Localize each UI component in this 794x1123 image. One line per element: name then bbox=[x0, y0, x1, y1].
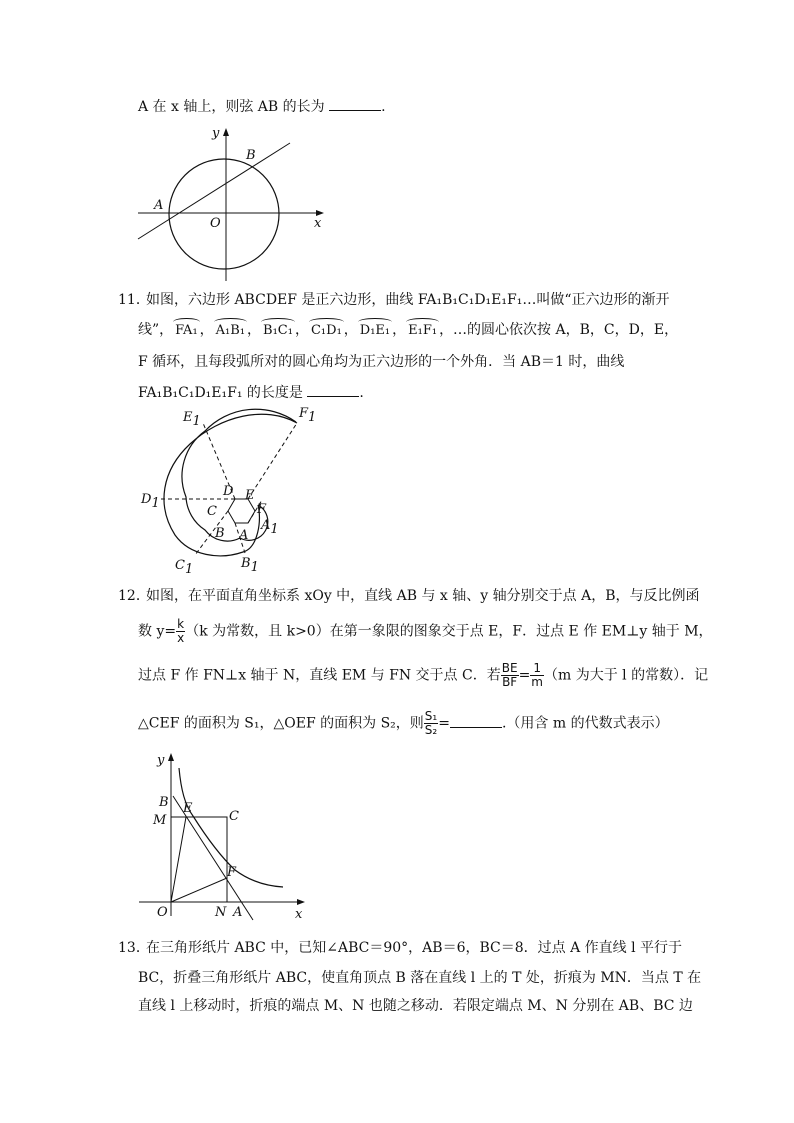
q12-label-M: M bbox=[153, 813, 167, 828]
q12-number: 12． bbox=[118, 588, 150, 604]
q11-line-4: FA₁B₁C₁D₁E₁F₁ 的长度是 . bbox=[138, 382, 364, 403]
q11-label-C: C bbox=[207, 504, 217, 519]
q11-label-D: D bbox=[223, 484, 234, 499]
q12-label-O: O bbox=[157, 905, 168, 920]
q11-arc-1: FA₁ bbox=[173, 321, 200, 341]
q13-line-3: 直线 l 上移动时，折痕的端点 M、N 也随之移动．若限定端点 M、N 分别在 AB、BC 边 bbox=[138, 998, 693, 1014]
q12-label-E: E bbox=[183, 801, 193, 816]
q12-line-1: 如图，在平面直角坐标系 xOy 中，直线 AB 与 x 轴、y 轴分别交于点 A，B，与反比例函 bbox=[146, 588, 700, 604]
q11-arc-2: A₁B₁ bbox=[214, 321, 247, 341]
q11-label-B1: B1 bbox=[241, 556, 259, 575]
q10-circle-figure bbox=[130, 125, 340, 285]
q12-line-4: △CEF 的面积为 S₁，△OEF 的面积为 S₂，则 $\frac{\text{S₁}}{\text{S₂}}$ = .（用含 m 的代数式表示） bbox=[138, 709, 669, 737]
q12-label-B: B bbox=[159, 795, 169, 810]
q11-line-1: 如图，六边形 ABCDEF 是正六边形，曲线 FA₁B₁C₁D₁E₁F₁…叫做“正六边形的渐开 bbox=[146, 292, 670, 308]
q11-involute-figure bbox=[135, 405, 335, 575]
q12-hyperbola-figure bbox=[135, 750, 315, 922]
q11-arc-6: E₁F₁ bbox=[406, 321, 439, 341]
q10-label-x: x bbox=[314, 216, 322, 231]
q10-label-O: O bbox=[210, 216, 221, 231]
q11-arc-5: D₁E₁ bbox=[358, 321, 392, 341]
q11-label-C1: C1 bbox=[175, 558, 194, 575]
q11-label-A: A bbox=[239, 528, 249, 543]
q12-label-F: F bbox=[227, 865, 237, 880]
q11-label-E1: E1 bbox=[183, 410, 201, 429]
q12-label-A: A bbox=[233, 905, 243, 920]
q10-label-B: B bbox=[246, 148, 256, 163]
q11-label-D1: D1 bbox=[141, 492, 160, 511]
q11-arc-3: B₁C₁ bbox=[261, 321, 295, 341]
q11-arc-4: C₁D₁ bbox=[309, 321, 344, 341]
q12-line-2: 数 y= $\frac{k}{x}$ （k 为常数，且 k>0）在第一象限的图象交于点 E，F．过点 E 作 EM⊥y 轴于 M， bbox=[138, 617, 713, 645]
q11-number: 11． bbox=[118, 292, 150, 308]
q12-answer-blank[interactable] bbox=[450, 713, 502, 728]
q11-label-F: F bbox=[257, 502, 267, 517]
q11-answer-blank[interactable] bbox=[307, 382, 359, 397]
q11-label-B: B bbox=[215, 526, 225, 541]
q11-line-3: F 循环，且每段弧所对的圆心角均为正六边形的一个外角．当 AB＝1 时，曲线 bbox=[138, 354, 625, 370]
q11-label-A1: A1 bbox=[261, 518, 279, 537]
q12-frac-be-bf: $\frac{BE}{BF}$ bbox=[501, 661, 518, 689]
q12-label-x: x bbox=[295, 907, 303, 922]
q10-label-y: y bbox=[212, 126, 220, 141]
q13-line-1: 在三角形纸片 ABC 中，已知∠ABC＝90°，AB＝6，BC＝8．过点 A 作直线 l 平行于 bbox=[146, 940, 683, 956]
q13-number: 13． bbox=[118, 940, 150, 956]
q10-answer-blank[interactable] bbox=[329, 96, 381, 111]
q12-label-y: y bbox=[157, 753, 165, 768]
q12-frac-1-m: $\frac{1}{m}$ bbox=[531, 661, 543, 689]
q10-label-A: A bbox=[154, 198, 164, 213]
q12-line-3: 过点 F 作 FN⊥x 轴于 N，直线 EM 与 FN 交于点 C．若 $\frac{BE}{BF}$ = $\frac{1}{m}$ （m 为大于 l 的常数）．记 bbox=[138, 661, 709, 689]
q12-label-C: C bbox=[229, 809, 239, 824]
q12-label-N: N bbox=[215, 905, 227, 920]
q11-line-2: 线”， FA₁ ， A₁B₁ ， B₁C₁ ， C₁D₁ ， D₁E₁ ， E₁F₁ ，…的圆心依次按 A，B，C，D，E， bbox=[138, 320, 678, 341]
q13-line-2: BC，折叠三角形纸片 ABC，使直角顶点 B 落在直线 l 上的 T 处，折痕为 MN．当点 T 在 bbox=[138, 970, 702, 986]
q10-text-line: A 在 x 轴上，则弦 AB 的长为 . bbox=[138, 96, 386, 117]
q11-label-E: E bbox=[245, 488, 255, 503]
q12-frac-k-over-x: $\frac{k}{x}$ bbox=[177, 617, 185, 645]
q12-frac-s1-s2: $\frac{\text{S₁}}{\text{S₂}}$ bbox=[424, 709, 438, 737]
q11-label-F1: F1 bbox=[299, 406, 317, 425]
